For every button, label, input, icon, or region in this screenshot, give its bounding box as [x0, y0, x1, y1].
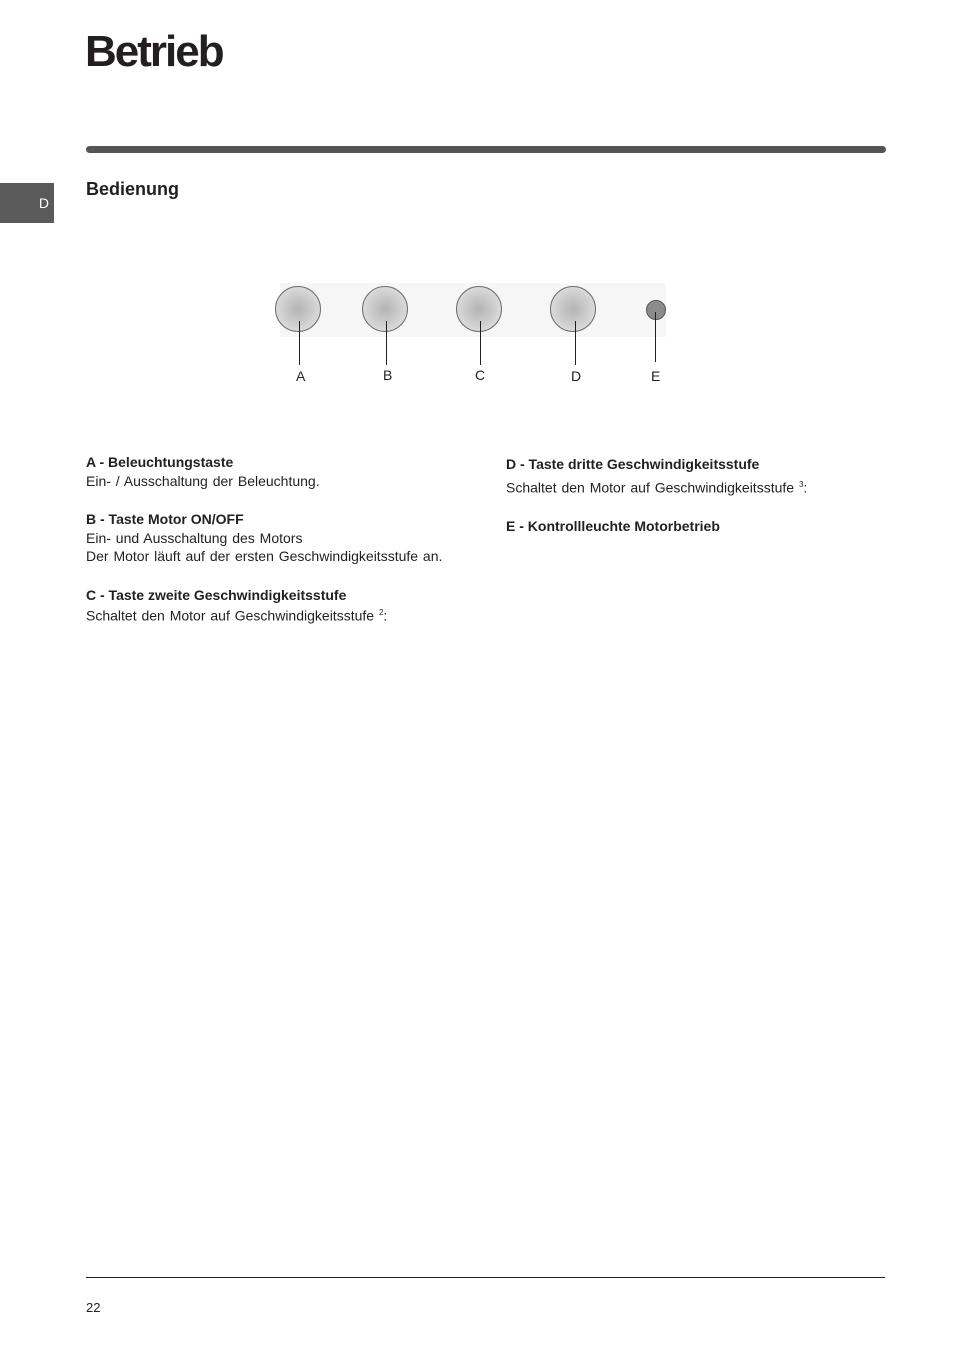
footer-rule [86, 1277, 885, 1278]
item-d-superscript: 3 [798, 479, 804, 489]
header-rule [86, 146, 886, 153]
item-c-text [86, 604, 466, 625]
leader-line-c [480, 321, 481, 365]
item-a-heading: A - Beleuchtungstaste [86, 454, 234, 470]
item-d-colon: : [803, 479, 808, 496]
item-d [506, 455, 866, 497]
leader-line-a [299, 321, 300, 365]
item-d-text-main: Schaltet den Motor auf Geschwindigkeitsstufe [506, 479, 795, 496]
leader-line-e [655, 312, 656, 362]
item-c-colon: : [383, 607, 388, 624]
button-a-knob [275, 286, 321, 332]
page-title: Betrieb [85, 27, 223, 76]
item-c-superscript: 2 [378, 608, 384, 617]
item-e [506, 517, 866, 536]
callout-label-d: D [571, 368, 582, 384]
callout-label-c: C [475, 367, 486, 383]
callout-label-e: E [651, 368, 661, 384]
item-c-heading: C - Taste zweite Geschwindigkeitsstufe [86, 586, 347, 603]
language-tab [0, 183, 54, 223]
item-e-heading: E - Kontrollleuchte Motorbetrieb [506, 517, 720, 534]
item-b-text-1: Ein- und Ausschaltung des Motors [86, 529, 303, 546]
section-heading: Bedienung [86, 179, 179, 199]
button-d-knob [550, 286, 596, 332]
description-column-right [506, 455, 866, 555]
indicator-lamp-e [646, 300, 666, 320]
page-number: 22 [86, 1300, 101, 1315]
callout-label-a: A [296, 368, 306, 384]
language-tab-label: D [38, 195, 49, 211]
item-d-heading: D - Taste dritte Geschwindigkeitsstufe [506, 456, 760, 472]
callout-label-b: B [383, 367, 393, 383]
leader-line-d [575, 321, 576, 365]
item-b-heading: B - Taste Motor ON/OFF [86, 511, 244, 527]
leader-line-b [386, 321, 387, 365]
item-d-text [506, 476, 866, 497]
description-column-left [86, 453, 466, 645]
item-c-text-main: Schaltet den Motor auf Geschwindigkeitsstufe [86, 607, 375, 624]
control-panel-diagram [260, 275, 680, 395]
item-a-text: Ein- / Ausschaltung der Beleuchtung. [86, 472, 320, 489]
item-a [86, 453, 466, 490]
button-c-knob [456, 286, 502, 332]
item-b-text-2: Der Motor läuft auf der ersten Geschwindigkeitsstufe an. [86, 548, 443, 564]
item-c [86, 586, 466, 626]
item-b [86, 510, 466, 566]
button-b-knob [362, 286, 408, 332]
